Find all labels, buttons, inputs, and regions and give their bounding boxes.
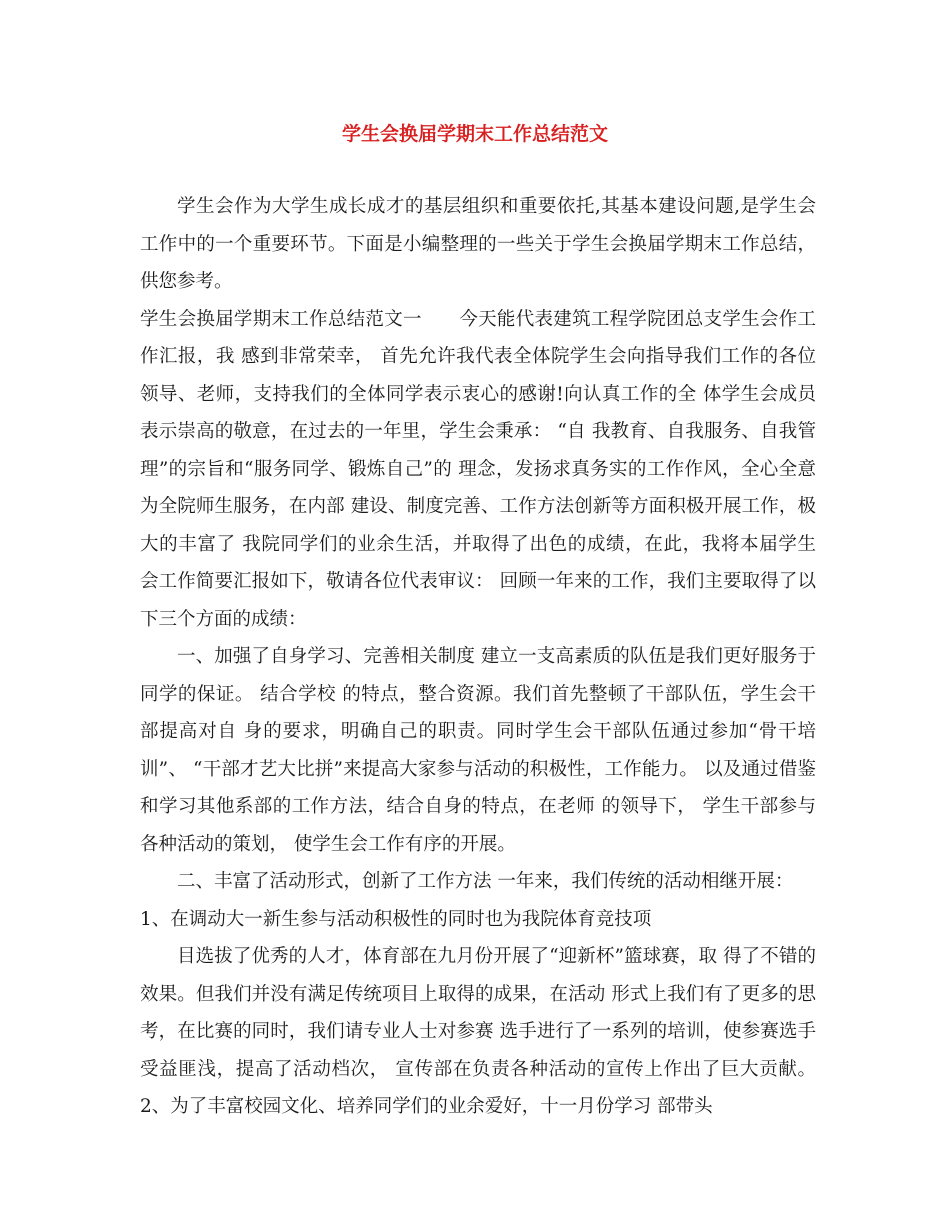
paragraph-intro: 学生会作为大学生成长成才的基层组织和重要依托,其基本建设问题,是学生会工作中的一个重要环节。下面是小编整理的一些关于学生会换届学期末工作总结，供您参考。 — [140, 196, 816, 292]
paragraph-section-one: 一、加强了自身学习、完善相关制度 建立一支高素质的队伍是我们更好服务于同学的保证。 结合学校 的特点，整合资源。我们首先整顿了干部队伍，学生会干部提高对自 身的要求，明确自己的职责。同时学生会干部队伍通过参加“骨干培 训”、 “干部才艺大比拼”来提高大家参与活动的积极性，工作能力。 以及通过借鉴和学习其他系部的工作方法，结合自身的特点，在老师 的领导下， 学生干部参与各种活动的策划， 使学生会工作有序的开展。 — [140, 646, 816, 855]
paragraph-report: 学生会换届学期末工作总结范文一 今天能代表建筑工程学院团总支学生会作工作汇报，我 感到非常荣幸， 首先允许我代表全体院学生会向指导我们工作的各位领导、老师，支持我们的全体同学表示衷心的感谢!向认真工作的全 体学生会成员表示崇高的敬意，在过去的一年里，学生会秉承： “自 我教育、自我服务、自我管理”的宗旨和“服务同学、锻炼自己”的 理念，发扬求真务实的工作作风，全心全意为全院师生服务，在内部 建设、制度完善、工作方法创新等方面积极开展工作，极大的丰富了 我院同学们的业余生活，并取得了出色的成绩，在此，我将本届学生 会工作简要汇报如下，敬请各位代表审议： 回顾一年来的工作，我们主要取得了以下三个方面的成绩： — [140, 308, 816, 630]
document-title: 学生会换届学期末工作总结范文 — [341, 123, 608, 145]
paragraph-section-two: 二、丰富了活动形式，创新了工作方法 一年来，我们传统的活动相继开展： — [177, 871, 794, 892]
document-body — [140, 188, 816, 1126]
paragraph-item-one-continued: 目选拔了优秀的人才，体育部在九月份开展了“迎新杯”篮球赛，取 得了不错的效果。但我们并没有满足传统项目上取得的成果，在活动 形式上我们有了更多的思考，在比赛的同时，我们请专业人士对参赛 选手进行了一系列的培训，使参赛选手受益匪浅，提高了活动档次， 宣传部在负责各种活动的宣传上作出了巨大贡献。 2、为了丰富校园文化、培养同学们的业余爱好，十一月份学习 部带头 — [140, 946, 816, 1117]
paragraph-item-one: 1、在调动大一新生参与活动积极性的同时也为我院体育竞技项 — [140, 908, 652, 930]
